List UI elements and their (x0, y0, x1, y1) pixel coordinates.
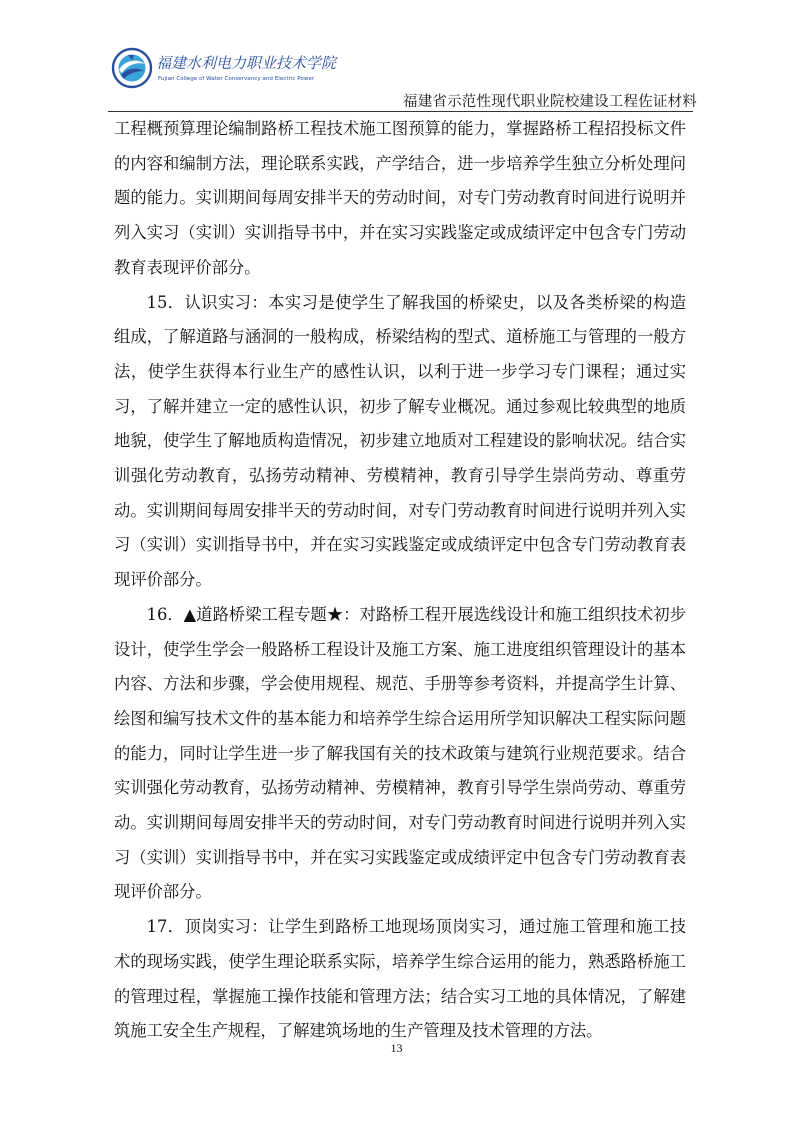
page-number: 13 (390, 1041, 403, 1055)
logo-name-en: Fujian College of Water Conservancy and Electric Power (158, 76, 315, 82)
document-body (114, 112, 686, 1049)
paragraph-continuation: 工程概预算理论编制路桥工程技术施工图预算的能力，掌握路桥工程招投标文件的内容和编制方法，理论联系实践，产学结合，进一步培养学生独立分析处理问题的能力。实训期间每周安排半天的劳动时间，对专门劳动教育时间进行说明并列入实习（实训）实训指导书中，并在实习实践鉴定或成绩评定中包含专门劳动教育表现评价部分。 (114, 119, 686, 277)
document-series-title: 福建省示范性现代职业院校建设工程佐证材料 (403, 94, 697, 110)
paragraph-item-16: 16．▲道路桥梁工程专题★：对路桥工程开展选线设计和施工组织技术初步设计，使学生学会一般路桥工程设计及施工方案、施工进度组织管理设计的基本内容、方法和步骤，学会使用规程、规范、手册等参考资料，并提高学生计算、绘图和编写技术文件的基本能力和培养学生综合运用所学知识解决工程实际问题的能力，同时让学生进一步了解我国有关的技术政策与建筑行业规范要求。结合实训强化劳动教育，弘扬劳动精神、劳模精神，教育引导学生崇尚劳动、尊重劳动。实训期间每周安排半天的劳动时间，对专门劳动教育时间进行说明并列入实习（实训）实训指导书中，并在实习实践鉴定或成绩评定中包含专门劳动教育表现评价部分。 (114, 604, 686, 902)
paragraph-item-17: 17．顶岗实习：让学生到路桥工地现场顶岗实习，通过施工管理和施工技术的现场实践，使学生理论联系实际，培养学生综合运用的能力，熟悉路桥施工的管理过程，掌握施工操作技能和管理方法；结合实习工地的具体情况，了解建筑施工安全生产规程，了解建筑场地的生产管理及技术管理的方法。 (114, 917, 686, 1041)
college-logo (108, 46, 337, 90)
page-header (0, 0, 793, 112)
logo-name-cn: 福建水利电力职业技术学院 (156, 54, 337, 72)
college-emblem-icon (108, 46, 337, 90)
paragraph-item-15: 15．认识实习：本实习是使学生了解我国的桥梁史，以及各类桥梁的构造组成，了解道路与涵洞的一般构成，桥梁结构的型式、道桥施工与管理的一般方法，使学生获得本行业生产的感性认识，以利于进一步学习专门课程；通过实习，了解并建立一定的感性认识，初步了解专业概况。通过参观比较典型的地质地貌，使学生了解地质构造情况，初步建立地质对工程建设的影响状况。结合实训强化劳动教育，弘扬劳动精神、劳模精神，教育引导学生崇尚劳动、尊重劳动。实训期间每周安排半天的劳动时间，对专门劳动教育时间进行说明并列入实习（实训）实训指导书中，并在实习实践鉴定或成绩评定中包含专门劳动教育表现评价部分。 (114, 292, 686, 590)
